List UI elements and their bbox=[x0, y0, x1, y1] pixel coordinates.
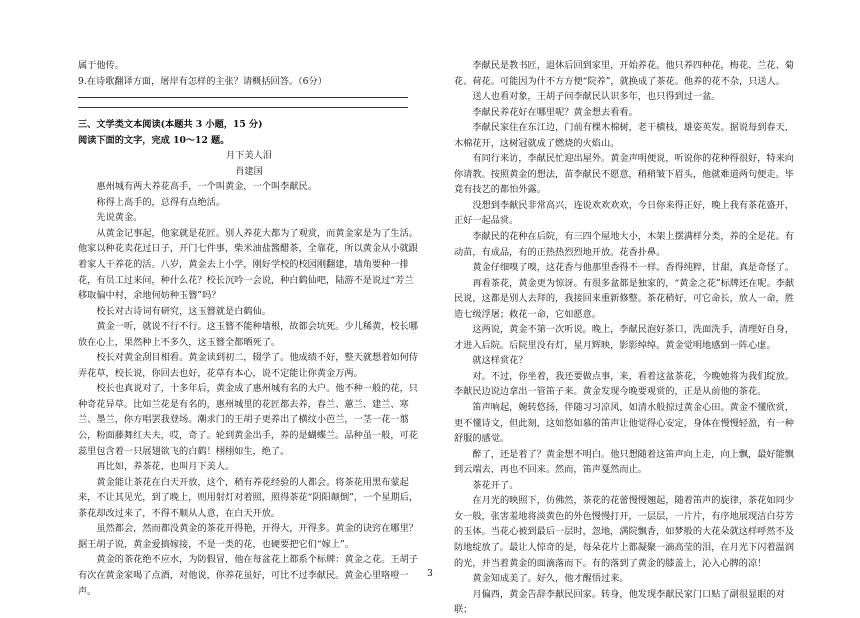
right-paragraphs bbox=[454, 58, 800, 618]
paragraph: 就这样赏花？ bbox=[472, 355, 528, 367]
paragraph: 校长对黄金刮目相看。黄金读到初二，辍学了。他成绩不好，整天就想着如何侍弄花草，校长说，你回去也好，花草有本心，说不定能让你黄金万两。 bbox=[78, 352, 418, 379]
paragraph: 这两说，黄金不第一次听说。晚上，李献民泡好茶口，洗面洗手，清理好自身，才进入后院。后院里没有灯，星月辉映，影影绰绰。黄金觉明地感到一阵心虚。 bbox=[454, 324, 794, 351]
answer-line bbox=[78, 107, 408, 108]
author: 肖建国 bbox=[235, 165, 263, 177]
paragraph: 黄金知成美了。好久，他才醒悟过来。 bbox=[472, 573, 629, 585]
paragraph: 再看茶花，黄金更为惊讶。有很多盆都是独家的，“黄金之花”标牌还在呢。李献民说，这都是别人去拜的，我接回来重新修整。茶花稍好，可它命长，放人一命，胜造七级浮屠；救花一命，它如愿意。 bbox=[454, 277, 795, 320]
paragraph: 送人也看对象，王胡子问李献民认识多年，也只得到过一盆。 bbox=[472, 91, 721, 103]
paragraph: 惠州城有两大养花高手，一个叫黄金，一个叫李献民。 bbox=[96, 181, 317, 193]
paragraph: 笛声响起，婉转悠扬，伴随习习凉风，如清水般掠过黄金心田。黄金不懂欣赏，更不懂诗文，但此刻，这如悠如慕的笛声让他觉得心安定，身体在慢慢轻盈，有一种舒服的感觉。 bbox=[454, 402, 794, 445]
left-column bbox=[78, 58, 420, 599]
instruction: 阅读下面的文字，完成 10～12 题。 bbox=[78, 134, 230, 146]
right-column bbox=[454, 58, 800, 618]
paragraph: 茶花开了。 bbox=[472, 479, 519, 491]
paragraph: 从黄金记事起，他家就是花匠。别人养花大都为了观赏，而黄金家是为了生活。他家以种花卖花过日子，开门七件事，柴米油盐酱醋茶，全靠花，所以黄金从小就跟着家人干养花的活。八岁，黄金去上小学，刚好学校的校园刚翻建，墙角要种一排花，有员工过来问，种什么花？校长沉吟一会说，种白鹤仙吧，陆游不是说过“芳兰移取偏中村，余地何妨种玉簪”吗？ bbox=[78, 227, 418, 302]
paragraph: 校长对古诗词有研究，这玉簪就是白鹤仙。 bbox=[96, 305, 271, 317]
story-title: 月下美人泪 bbox=[226, 150, 272, 162]
pre-text: 属于他传。 bbox=[78, 60, 124, 71]
paragraph: 李献民养花好在哪里呢？黄金想去看看。 bbox=[472, 106, 638, 118]
paragraph: 有同行来访，李献民忙迎出屋外。黄金声明便说，听说你的花种得很好，特来向你请教。按照黄金的想法，苗李献民不愿意，稍稍皱下眉头，他就难道两句便走。毕竟有技艺的都怕外露。 bbox=[454, 153, 794, 196]
paragraph: 没想到李献民非常高兴，连说欢欢欢欢，今日你来得正好，晚上我有茶花盛开，正好一起品赏。 bbox=[454, 199, 794, 227]
paragraph: 李献民的花种在后院，有三四个屋地大小，木架上摆满样分类，养的全是花。有动苗，有成品，有的正热热烈烈地开放。花香扑鼻。 bbox=[454, 231, 794, 258]
paragraph: 醉了，还是着了？黄金想不明白。他只想随着这笛声向上走，向上飘，最好能飘到云端去，再也不回来。然而，笛声戛然而止。 bbox=[454, 448, 794, 476]
paragraph: 黄金的茶花绝不应水，为防假冒，他在每盆花上都系个标牌：黄金之花。王胡子有次在黄金家喝了点酒，对他说，你养花虽好，可比不过李献民。黄金心里咯噔一声。 bbox=[78, 554, 418, 597]
question-9: 9.在诗歌翻译方面，屠岸有怎样的主张？请概括回答。（6分） bbox=[78, 75, 327, 87]
paragraph: 李献民家住在东江边，门前有棵木棉树，老干横枝，雄姿英发。据说每到春天，木棉花开，这树冠就成了燃烧的火焰山。 bbox=[454, 122, 794, 149]
paragraph: 月偏西，黄金告辞李献民回家。转身，他发现李献民家门口贴了副很显眼的对联； bbox=[454, 588, 785, 616]
answer-line bbox=[78, 97, 408, 98]
page-number: 3 bbox=[427, 569, 433, 579]
left-paragraphs bbox=[78, 179, 420, 599]
paragraph: 黄金仔细嗅了嗅，这花香与他那里香得不一样。香得纯粹，甘甜，真是奇怪了。 bbox=[472, 262, 794, 274]
paragraph: 对。不过，你坐着，我还要做点事，来，看着这盆茶花，今晚她将为我们绽放。李献民边说边拿出一管笛子来。黄金发现今晚要观赏的，正是从前他的茶花。 bbox=[454, 370, 794, 398]
paragraph: 黄金能让茶花在白天开放，这个，稍有养花经验的人都会。将茶花用黑布蒙起来，不让其见光，到了晚上，则用射灯对着照，照得茶花“阴阳颠倒”，一个星期后，茶花却改过来了，不得不顺从人意，在白天开放。 bbox=[78, 476, 419, 519]
paragraph: 校长也真说对了，十多年后，黄金成了惠州城有名的大户。他不种一般的花，只种奇花异草。比如兰花是有名的，惠州城里的花匠都去养，春兰、蕙兰、建兰、寒兰、墨兰，你方唱罢我登场。潮求门的王胡子更养出了横纹小芭兰，一茎一花一翦公，粉面藤舞红夫夫，哎，奇了。轮到黄金出手，养的是蝴蝶兰。品种虽一般，可花蕊里包含着一只展翅欲飞的白鹤！栩栩如生，绝了。 bbox=[78, 383, 418, 457]
paragraph: 李献民是教书匠，退休后回到家里，开始养花。他只养四种花，梅花、兰花、菊花、荷花。可能因为什不方方便“院养”，就换成了茶花。他养的花不杂，只送人。 bbox=[454, 60, 794, 87]
paragraph: 称得上高手的，总得有点绝活。 bbox=[96, 196, 226, 208]
paragraph: 黄金一听，就说不行不行。这玉簪不能种墙根，故都会坑死。少儿稀黄，校长哪放在心上，果然种上不多久，这玉簪全都晒死了。 bbox=[78, 321, 418, 348]
paragraph: 虽然都会，然而都没黄金的茶花开得艳，开得大，开得多。黄金的诀窍在哪里？据王胡子说，黄金爱搞嫁接，不是一类的花，也硬要把它们“嫁上”。 bbox=[78, 523, 418, 550]
paragraph: 在月光的映照下，仿佛然，茶花的花蕾慢慢翘起，随着笛声的旋律，茶花如同少女一般，张害羞地将淡黄色的外色慢慢打开，一层层，一片片，有序地展现洁白芬芳的玉体。当花心被到最后一层时，忽地，满院飘香，如梦般的大花朵就这样呼然不及防地绽放了。最让人惊奇的是，每朵花片上都凝聚一滴高莹的泪，在月光下闪着温润的光，并当着黄金的面滴落而下。有的落到了黄金的膝盖上，沁入心脾的凉！ bbox=[454, 495, 794, 569]
paragraph: 先说黄金。 bbox=[96, 212, 143, 224]
paragraph: 再比如，养茶花，也叫月下美人。 bbox=[96, 461, 235, 473]
section-title: 三、文学类文本阅读(本题共 3 小题，15 分) bbox=[78, 119, 263, 131]
